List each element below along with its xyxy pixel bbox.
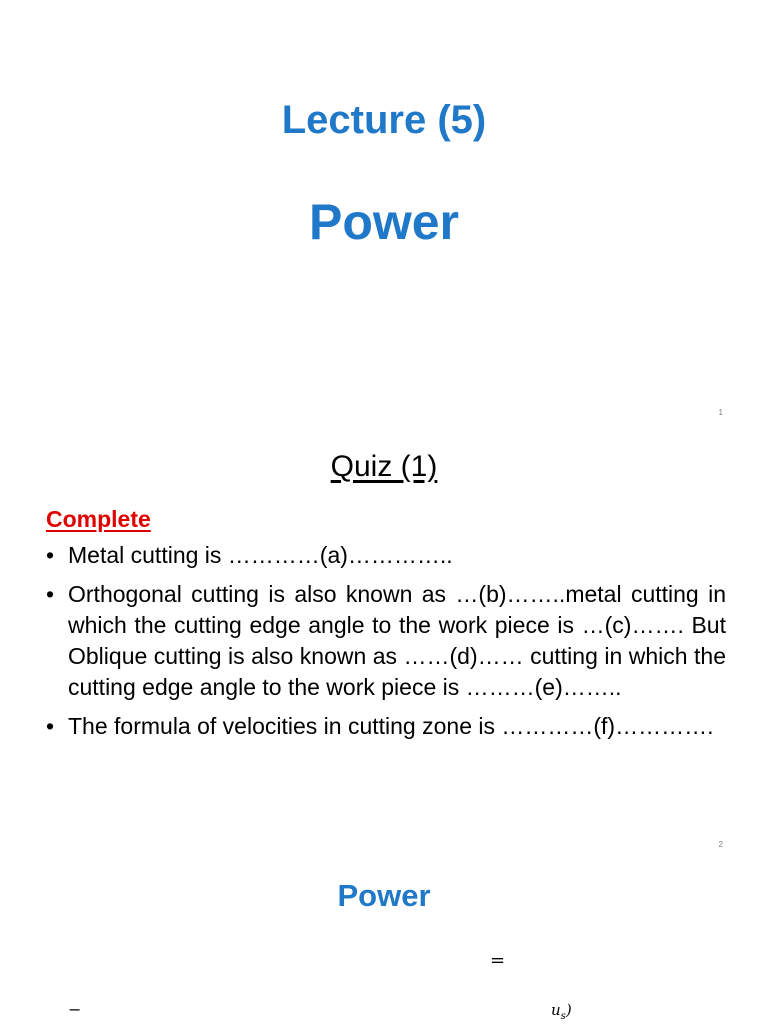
quiz-item-text: Metal cutting is …………(a)………….. — [68, 542, 453, 568]
minus-sign: − — [68, 1000, 82, 1019]
quiz-item — [46, 540, 726, 571]
symbol-subscript: s — [560, 1011, 566, 1022]
quiz-title: Quiz (1) — [330, 450, 438, 483]
specific-energy-symbol — [551, 1001, 572, 1022]
symbol-base: u — [551, 1001, 561, 1019]
slide-2 — [0, 432, 768, 864]
page-number: 1 — [718, 408, 723, 417]
bullet-icon: • — [46, 542, 55, 568]
lecture-title: Lecture (5) — [281, 98, 487, 142]
power-heading: Power — [337, 878, 431, 913]
quiz-item-text: The formula of velocities in cutting zone is …………(f)…………. — [68, 713, 714, 739]
slide-1 — [0, 0, 768, 432]
page-number: 2 — [718, 840, 723, 849]
symbol-paren: ) — [565, 1001, 572, 1019]
quiz-list — [46, 540, 726, 750]
bullet-icon: • — [46, 581, 55, 607]
quiz-item-text: Orthogonal cutting is also known as …(b)……..metal cutting in which the cutting edge angle to the work piece is …(c)……. But Oblique cutting is also known as ……(d)…… cutting in which the cutting edge angle to the work piece is ………(e)…….. — [68, 581, 726, 700]
equals-sign: = — [490, 950, 506, 971]
quiz-item — [46, 579, 726, 703]
slide-3 — [0, 864, 768, 1024]
bullet-icon: • — [46, 713, 55, 739]
quiz-item — [46, 711, 726, 742]
complete-label: Complete — [46, 506, 151, 532]
lecture-subtitle: Power — [308, 194, 460, 250]
